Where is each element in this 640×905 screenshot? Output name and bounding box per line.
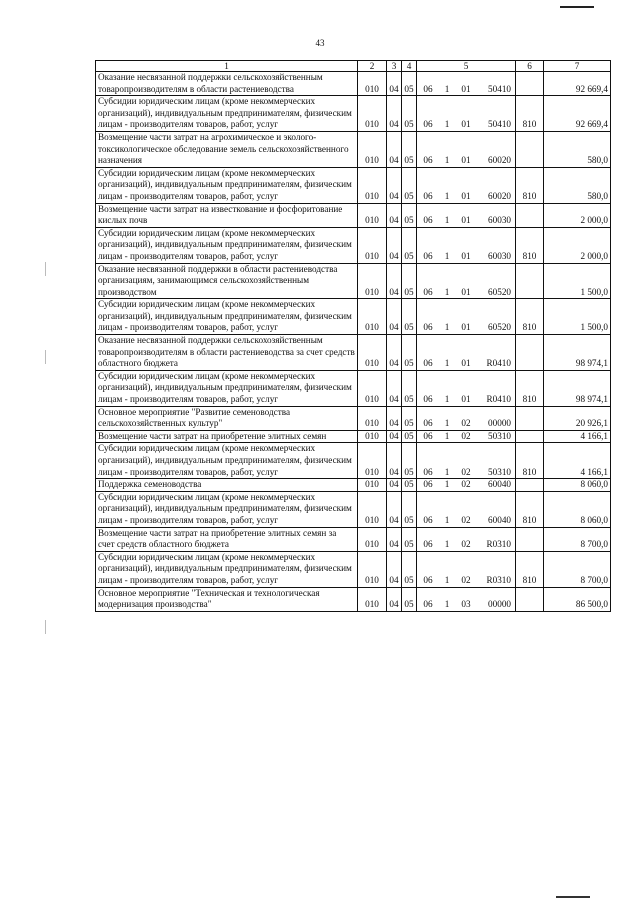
target-article-part: 06	[423, 83, 433, 94]
table-row	[96, 527, 611, 551]
item-name-cell: Субсидии юридическим лицам (кроме некоммерческих организаций), индивидуальным предпринимателям, физическим лицам - производителям товаров, работ, услуг	[96, 443, 358, 479]
target-article-part: 1	[444, 574, 450, 585]
table-row	[96, 131, 611, 167]
section-code-cell: 04	[387, 430, 402, 443]
expense-type-cell: 810	[516, 551, 544, 587]
target-article-cell	[417, 370, 516, 406]
target-article-part: 1	[444, 479, 450, 490]
section-code-cell: 04	[387, 406, 402, 430]
table-row	[96, 263, 611, 299]
target-article-part: 00000	[488, 418, 511, 429]
target-article-part: 06	[423, 358, 433, 369]
section-code-cell: 04	[387, 587, 402, 611]
ministry-code-cell: 010	[358, 443, 387, 479]
target-article-cell	[417, 299, 516, 335]
table-row	[96, 203, 611, 227]
target-article-part: 50310	[488, 430, 511, 441]
subsection-code-cell: 05	[402, 203, 417, 227]
table-row	[96, 96, 611, 132]
item-name-cell: Возмещение части затрат на приобретение элитных семян	[96, 430, 358, 443]
section-code-cell: 04	[387, 479, 402, 492]
subsection-code-cell: 05	[402, 167, 417, 203]
column-header: 4	[402, 61, 417, 72]
target-article-part: 01	[461, 286, 471, 297]
amount-cell: 2 000,0	[544, 203, 611, 227]
ministry-code-cell: 010	[358, 96, 387, 132]
target-article-cell	[417, 72, 516, 96]
amount-cell: 20 926,1	[544, 406, 611, 430]
target-article-part: 06	[423, 430, 433, 441]
expense-type-cell	[516, 406, 544, 430]
table-body	[96, 72, 611, 612]
amount-cell: 2 000,0	[544, 227, 611, 263]
table-row	[96, 72, 611, 96]
target-article-part: 01	[461, 322, 471, 333]
ministry-code-cell: 010	[358, 263, 387, 299]
scan-mark-bottom	[556, 896, 590, 898]
target-article-part: 06	[423, 394, 433, 405]
target-article-part: 1	[444, 286, 450, 297]
column-header: 1	[96, 61, 358, 72]
ministry-code-cell: 010	[358, 491, 387, 527]
target-article-part: 01	[461, 215, 471, 226]
ministry-code-cell: 010	[358, 527, 387, 551]
ministry-code-cell: 010	[358, 335, 387, 371]
column-header: 7	[544, 61, 611, 72]
amount-cell: 98 974,1	[544, 370, 611, 406]
target-article-cell	[417, 430, 516, 443]
target-article-part: 06	[423, 155, 433, 166]
target-article-cell	[417, 96, 516, 132]
target-article-cell	[417, 443, 516, 479]
subsection-code-cell: 05	[402, 443, 417, 479]
expense-type-cell: 810	[516, 299, 544, 335]
expense-type-cell	[516, 263, 544, 299]
amount-cell: 8 700,0	[544, 551, 611, 587]
target-article-part: 1	[444, 430, 450, 441]
subsection-code-cell: 05	[402, 96, 417, 132]
ministry-code-cell: 010	[358, 131, 387, 167]
target-article-cell	[417, 167, 516, 203]
expense-type-cell: 810	[516, 491, 544, 527]
subsection-code-cell: 05	[402, 491, 417, 527]
expense-type-cell	[516, 479, 544, 492]
budget-table	[95, 60, 611, 612]
target-article-part: R0410	[486, 394, 511, 405]
subsection-code-cell: 05	[402, 370, 417, 406]
target-article-cell	[417, 491, 516, 527]
binding-mark	[45, 620, 46, 634]
target-article-part: 02	[461, 430, 471, 441]
subsection-code-cell: 05	[402, 227, 417, 263]
target-article-part: 1	[444, 119, 450, 130]
subsection-code-cell: 05	[402, 479, 417, 492]
amount-cell: 580,0	[544, 131, 611, 167]
target-article-part: 06	[423, 286, 433, 297]
binding-mark	[45, 262, 46, 276]
target-article-part: R0410	[486, 358, 511, 369]
column-header: 2	[358, 61, 387, 72]
target-article-part: 06	[423, 418, 433, 429]
item-name-cell: Оказание несвязанной поддержки в области растениеводства организациям, занимающимся сельскохозяйственным производством	[96, 263, 358, 299]
target-article-part: 01	[461, 190, 471, 201]
item-name-cell: Возмещение части затрат на известкование и фосфоритование кислых почв	[96, 203, 358, 227]
amount-cell: 4 166,1	[544, 430, 611, 443]
target-article-part: 1	[444, 514, 450, 525]
item-name-cell: Субсидии юридическим лицам (кроме некоммерческих организаций), индивидуальным предпринимателям, физическим лицам - производителям товаров, работ, услуг	[96, 167, 358, 203]
section-code-cell: 04	[387, 491, 402, 527]
section-code-cell: 04	[387, 527, 402, 551]
table-row	[96, 335, 611, 371]
expense-type-cell: 810	[516, 227, 544, 263]
item-name-cell: Оказание несвязанной поддержки сельскохозяйственным товаропроизводителям в области растениеводства	[96, 72, 358, 96]
target-article-part: 03	[461, 599, 471, 610]
amount-cell: 98 974,1	[544, 335, 611, 371]
ministry-code-cell: 010	[358, 551, 387, 587]
section-code-cell: 04	[387, 203, 402, 227]
target-article-part: 1	[444, 394, 450, 405]
target-article-part: 60020	[488, 155, 511, 166]
table-row	[96, 479, 611, 492]
section-code-cell: 04	[387, 335, 402, 371]
section-code-cell: 04	[387, 72, 402, 96]
binding-mark	[45, 350, 46, 364]
section-code-cell: 04	[387, 370, 402, 406]
target-article-part: 60040	[488, 514, 511, 525]
item-name-cell: Основное мероприятие "Техническая и технологическая модернизация производства"	[96, 587, 358, 611]
target-article-part: 1	[444, 466, 450, 477]
section-code-cell: 04	[387, 96, 402, 132]
target-article-part: 60040	[488, 479, 511, 490]
section-code-cell: 04	[387, 299, 402, 335]
expense-type-cell	[516, 72, 544, 96]
expense-type-cell: 810	[516, 167, 544, 203]
table-row	[96, 167, 611, 203]
target-article-part: 06	[423, 322, 433, 333]
ministry-code-cell: 010	[358, 430, 387, 443]
ministry-code-cell: 010	[358, 587, 387, 611]
subsection-code-cell: 05	[402, 551, 417, 587]
item-name-cell: Субсидии юридическим лицам (кроме некоммерческих организаций), индивидуальным предпринимателям, физическим лицам - производителям товаров, работ, услуг	[96, 551, 358, 587]
item-name-cell: Субсидии юридическим лицам (кроме некоммерческих организаций), индивидуальным предпринимателям, физическим лицам - производителям товаров, работ, услуг	[96, 96, 358, 132]
ministry-code-cell: 010	[358, 167, 387, 203]
target-article-part: 01	[461, 394, 471, 405]
target-article-part: 60520	[488, 286, 511, 297]
ministry-code-cell: 010	[358, 370, 387, 406]
subsection-code-cell: 05	[402, 131, 417, 167]
target-article-part: R0310	[486, 539, 511, 550]
item-name-cell: Основное мероприятие "Развитие семеноводства сельскохозяйственных культур"	[96, 406, 358, 430]
target-article-cell	[417, 227, 516, 263]
expense-type-cell	[516, 335, 544, 371]
item-name-cell: Субсидии юридическим лицам (кроме некоммерческих организаций), индивидуальным предпринимателям, физическим лицам - производителям товаров, работ, услуг	[96, 491, 358, 527]
amount-cell: 4 166,1	[544, 443, 611, 479]
table-row	[96, 587, 611, 611]
subsection-code-cell: 05	[402, 72, 417, 96]
target-article-part: 01	[461, 250, 471, 261]
table-row	[96, 370, 611, 406]
expense-type-cell: 810	[516, 443, 544, 479]
target-article-cell	[417, 479, 516, 492]
item-name-cell: Возмещение части затрат на приобретение элитных семян за счет средств областного бюджета	[96, 527, 358, 551]
amount-cell: 8 700,0	[544, 527, 611, 551]
target-article-cell	[417, 587, 516, 611]
target-article-part: 60030	[488, 250, 511, 261]
subsection-code-cell: 05	[402, 527, 417, 551]
target-article-part: 06	[423, 190, 433, 201]
expense-type-cell: 810	[516, 96, 544, 132]
expense-type-cell	[516, 527, 544, 551]
target-article-part: 06	[423, 119, 433, 130]
subsection-code-cell: 05	[402, 263, 417, 299]
amount-cell: 8 060,0	[544, 491, 611, 527]
page-number: 43	[315, 38, 325, 48]
target-article-cell	[417, 131, 516, 167]
ministry-code-cell: 010	[358, 299, 387, 335]
target-article-part: 1	[444, 539, 450, 550]
amount-cell: 92 669,4	[544, 96, 611, 132]
column-header: 6	[516, 61, 544, 72]
amount-cell: 8 060,0	[544, 479, 611, 492]
target-article-cell	[417, 263, 516, 299]
expense-type-cell	[516, 587, 544, 611]
table-row	[96, 299, 611, 335]
table-row	[96, 551, 611, 587]
target-article-part: 02	[461, 466, 471, 477]
amount-cell: 580,0	[544, 167, 611, 203]
target-article-part: 60030	[488, 215, 511, 226]
target-article-part: 1	[444, 418, 450, 429]
amount-cell: 86 500,0	[544, 587, 611, 611]
section-code-cell: 04	[387, 443, 402, 479]
ministry-code-cell: 010	[358, 406, 387, 430]
target-article-part: 06	[423, 479, 433, 490]
expense-type-cell	[516, 430, 544, 443]
target-article-part: 1	[444, 250, 450, 261]
table-row	[96, 491, 611, 527]
target-article-part: 02	[461, 418, 471, 429]
target-article-part: 50410	[488, 83, 511, 94]
target-article-part: 1	[444, 599, 450, 610]
target-article-part: R0310	[486, 574, 511, 585]
target-article-part: 00000	[488, 599, 511, 610]
table-row	[96, 430, 611, 443]
target-article-cell	[417, 203, 516, 227]
section-code-cell: 04	[387, 167, 402, 203]
target-article-part: 06	[423, 466, 433, 477]
target-article-part: 50410	[488, 119, 511, 130]
subsection-code-cell: 05	[402, 587, 417, 611]
item-name-cell: Поддержка семеноводства	[96, 479, 358, 492]
target-article-part: 06	[423, 215, 433, 226]
ministry-code-cell: 010	[358, 479, 387, 492]
target-article-part: 60520	[488, 322, 511, 333]
subsection-code-cell: 05	[402, 430, 417, 443]
amount-cell: 1 500,0	[544, 299, 611, 335]
target-article-cell	[417, 406, 516, 430]
subsection-code-cell: 05	[402, 406, 417, 430]
target-article-part: 1	[444, 358, 450, 369]
target-article-part: 06	[423, 539, 433, 550]
ministry-code-cell: 010	[358, 227, 387, 263]
expense-type-cell	[516, 203, 544, 227]
target-article-part: 01	[461, 358, 471, 369]
item-name-cell: Оказание несвязанной поддержки сельскохозяйственным товаропроизводителям в области растениеводства за счет средств областного бюджета	[96, 335, 358, 371]
section-code-cell: 04	[387, 551, 402, 587]
target-article-part: 1	[444, 215, 450, 226]
expense-type-cell	[516, 131, 544, 167]
target-article-cell	[417, 527, 516, 551]
target-article-part: 50310	[488, 466, 511, 477]
target-article-part: 02	[461, 514, 471, 525]
section-code-cell: 04	[387, 227, 402, 263]
target-article-part: 01	[461, 155, 471, 166]
target-article-part: 06	[423, 250, 433, 261]
target-article-part: 02	[461, 479, 471, 490]
ministry-code-cell: 010	[358, 72, 387, 96]
scan-mark-top	[560, 6, 594, 8]
target-article-part: 1	[444, 155, 450, 166]
expense-type-cell: 810	[516, 370, 544, 406]
target-article-part: 06	[423, 599, 433, 610]
target-article-part: 06	[423, 514, 433, 525]
table-row	[96, 406, 611, 430]
item-name-cell: Возмещение части затрат на агрохимическое и эколого- токсикологическое обследование земель сельскохозяйственного назначения	[96, 131, 358, 167]
target-article-cell	[417, 551, 516, 587]
target-article-part: 1	[444, 83, 450, 94]
section-code-cell: 04	[387, 131, 402, 167]
amount-cell: 1 500,0	[544, 263, 611, 299]
amount-cell: 92 669,4	[544, 72, 611, 96]
ministry-code-cell: 010	[358, 203, 387, 227]
item-name-cell: Субсидии юридическим лицам (кроме некоммерческих организаций), индивидуальным предпринимателям, физическим лицам - производителям товаров, работ, услуг	[96, 370, 358, 406]
target-article-part: 02	[461, 574, 471, 585]
target-article-part: 02	[461, 539, 471, 550]
target-article-part: 1	[444, 322, 450, 333]
section-code-cell: 04	[387, 263, 402, 299]
target-article-part: 01	[461, 83, 471, 94]
item-name-cell: Субсидии юридическим лицам (кроме некоммерческих организаций), индивидуальным предпринимателям, физическим лицам - производителям товаров, работ, услуг	[96, 299, 358, 335]
table-row	[96, 443, 611, 479]
subsection-code-cell: 05	[402, 335, 417, 371]
target-article-part: 06	[423, 574, 433, 585]
target-article-part: 01	[461, 119, 471, 130]
subsection-code-cell: 05	[402, 299, 417, 335]
target-article-cell	[417, 335, 516, 371]
column-header: 5	[417, 61, 516, 72]
table-row	[96, 227, 611, 263]
target-article-part: 60020	[488, 190, 511, 201]
target-article-part: 1	[444, 190, 450, 201]
column-header: 3	[387, 61, 402, 72]
item-name-cell: Субсидии юридическим лицам (кроме некоммерческих организаций), индивидуальным предпринимателям, физическим лицам - производителям товаров, работ, услуг	[96, 227, 358, 263]
header-row	[96, 61, 611, 72]
